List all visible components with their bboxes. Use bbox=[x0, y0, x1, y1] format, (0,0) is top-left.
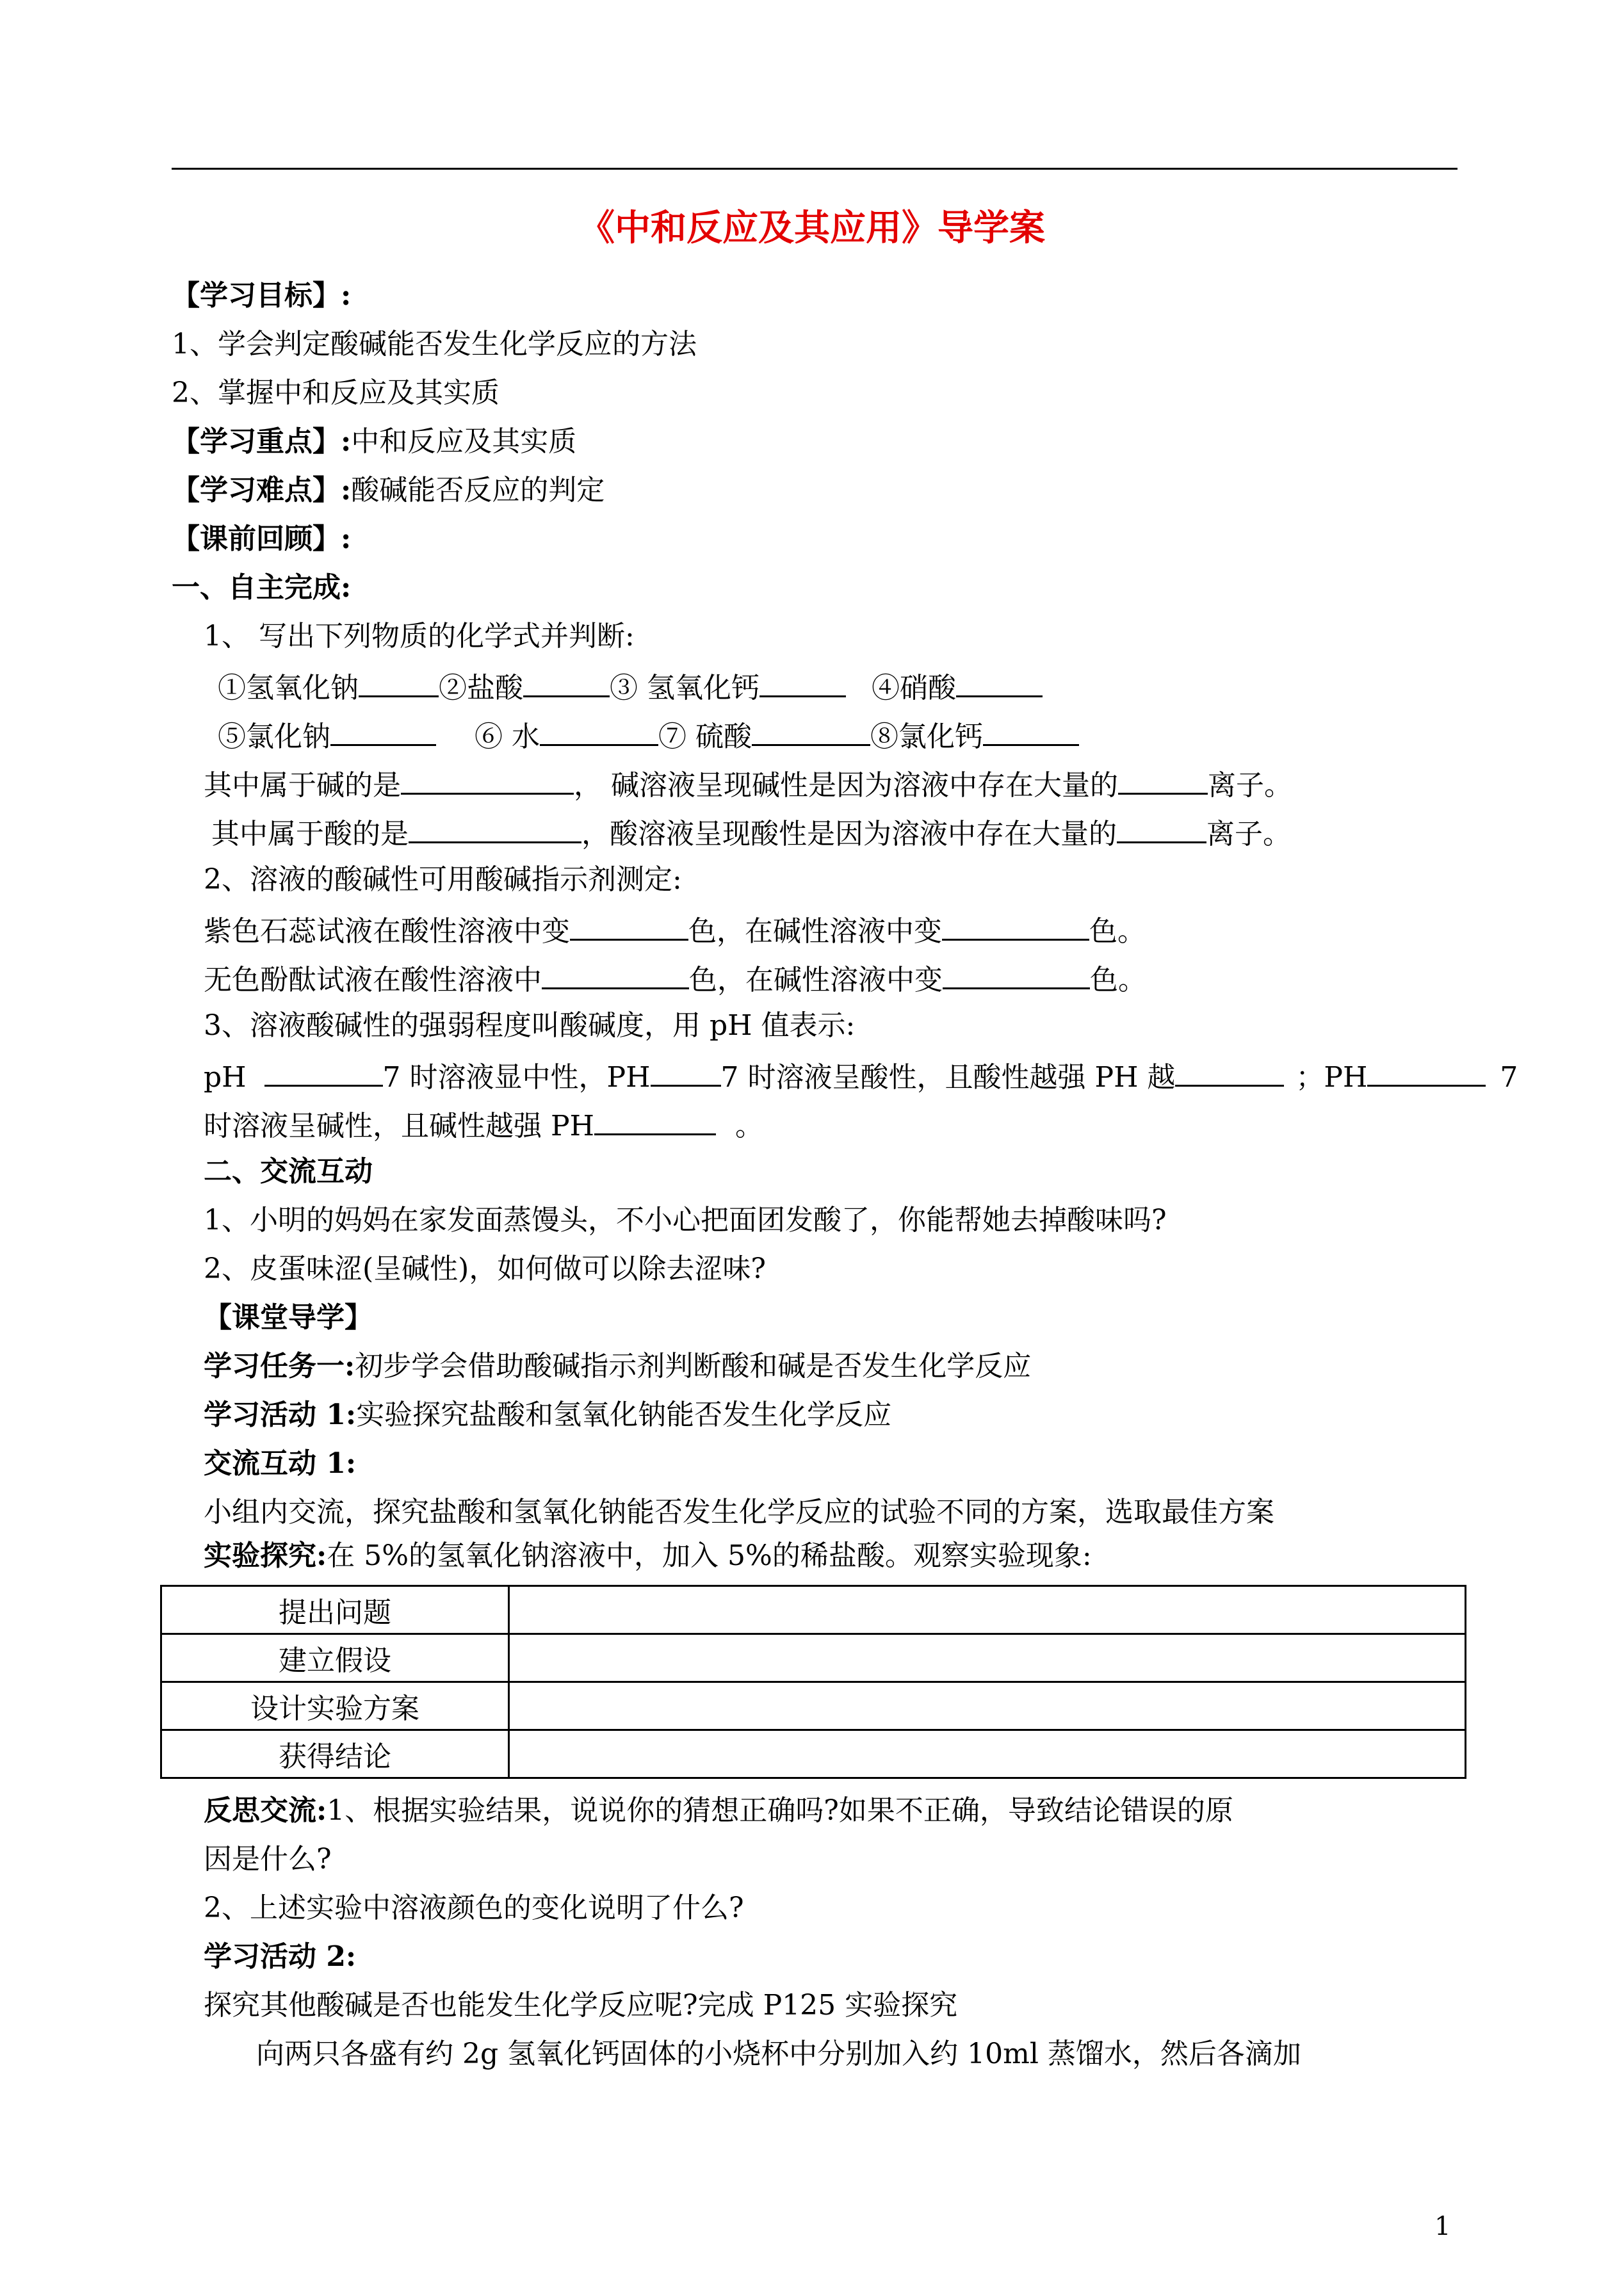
substance-3: ③ 氢氧化钙 bbox=[610, 672, 759, 704]
key-point-label: 【学习重点】: bbox=[172, 425, 352, 458]
ph-text-d: ；PH bbox=[1295, 1061, 1368, 1094]
phenol-text-a: 无色酚酞试液在酸性溶液中 bbox=[204, 964, 542, 996]
header-rule bbox=[172, 168, 1458, 170]
substance-row-2 bbox=[218, 716, 1079, 755]
objectives-heading: 【学习目标】: bbox=[172, 279, 352, 312]
key-point-text: 中和反应及其实质 bbox=[351, 425, 577, 458]
reflection bbox=[204, 1793, 1233, 1829]
answer-blank[interactable] bbox=[523, 667, 610, 697]
answer-blank[interactable] bbox=[409, 813, 581, 843]
table-row bbox=[161, 1634, 1466, 1682]
table-answer-cell[interactable] bbox=[509, 1682, 1466, 1730]
phenol-text-b: 色，在碱性溶液中变 bbox=[689, 964, 943, 996]
answer-blank[interactable] bbox=[540, 716, 658, 746]
exchange-1-label: 交流互动 1: bbox=[204, 1447, 357, 1480]
difficulty-label: 【学习难点】: bbox=[172, 474, 352, 507]
task-1-label: 学习任务一: bbox=[204, 1350, 355, 1383]
base-text-c: 离子。 bbox=[1208, 769, 1292, 802]
answer-blank[interactable] bbox=[401, 765, 574, 795]
answer-blank[interactable] bbox=[956, 667, 1043, 697]
answer-blank[interactable] bbox=[942, 911, 1089, 941]
base-question bbox=[204, 765, 1292, 804]
experiment bbox=[204, 1538, 1092, 1574]
substance-6: ⑥ 水 bbox=[475, 720, 540, 753]
litmus-text-c: 色。 bbox=[1089, 915, 1146, 948]
answer-blank[interactable] bbox=[542, 959, 689, 989]
base-text-a: 其中属于碱的是 bbox=[204, 769, 401, 802]
reflection-question-2: 2、上述实验中溶液颜色的变化说明了什么? bbox=[204, 1892, 744, 1924]
answer-blank[interactable] bbox=[651, 1057, 721, 1087]
phenolphthalein-question bbox=[204, 959, 1146, 998]
litmus-text-a: 紫色石蕊试液在酸性溶液中变 bbox=[204, 915, 570, 948]
answer-blank[interactable] bbox=[1175, 1057, 1284, 1087]
acid-text-b: ，酸溶液呈现酸性是因为溶液中存在大量的 bbox=[581, 818, 1117, 850]
answer-blank[interactable] bbox=[264, 1057, 383, 1087]
task-1-text: 初步学会借助酸碱指示剂判断酸和碱是否发生化学反应 bbox=[355, 1350, 1032, 1383]
question-1: 1、 写出下列物质的化学式并判断: bbox=[204, 620, 635, 653]
table-row bbox=[161, 1682, 1466, 1730]
experiment-text: 在 5%的氢氧化钠溶液中，加入 5%的稀盐酸。观察实验现象: bbox=[327, 1539, 1092, 1572]
table-row-label: 建立假设 bbox=[161, 1634, 509, 1682]
answer-blank[interactable] bbox=[983, 716, 1079, 746]
activity-1 bbox=[204, 1397, 891, 1433]
substance-8: ⑧氯化钙 bbox=[870, 720, 983, 753]
page-number: 1 bbox=[1434, 2212, 1451, 2241]
key-point bbox=[172, 424, 576, 460]
review-heading: 【课前回顾】: bbox=[172, 523, 352, 555]
answer-blank[interactable] bbox=[759, 667, 846, 697]
substance-4: ④硝酸 bbox=[872, 672, 956, 704]
section2-question-2: 2、皮蛋味涩(呈碱性)，如何做可以除去涩味? bbox=[204, 1253, 766, 1285]
exchange-1-text: 小组内交流，探究盐酸和氢氧化钠能否发生化学反应的试验不同的方案，选取最佳方案 bbox=[204, 1496, 1274, 1529]
table-row-label: 设计实验方案 bbox=[161, 1682, 509, 1730]
substance-row-1 bbox=[218, 667, 1043, 706]
reflection-label: 反思交流: bbox=[204, 1794, 327, 1827]
litmus-text-b: 色，在碱性溶液中变 bbox=[688, 915, 942, 948]
question-3: 3、溶液酸碱性的强弱程度叫酸碱度，用 pH 值表示: bbox=[204, 1009, 856, 1042]
activity-2-label: 学习活动 2: bbox=[204, 1940, 357, 1973]
objective-item-2: 2、掌握中和反应及其实质 bbox=[172, 377, 499, 409]
ph-text-b: 7 时溶液显中性，PH bbox=[382, 1061, 651, 1094]
section2-question-1: 1、小明的妈妈在家发面蒸馒头，不小心把面团发酸了，你能帮她去掉酸味吗? bbox=[204, 1204, 1167, 1237]
experiment-label: 实验探究: bbox=[204, 1539, 327, 1572]
difficulty-text: 酸碱能否反应的判定 bbox=[351, 474, 605, 507]
answer-blank[interactable] bbox=[359, 667, 439, 697]
answer-blank[interactable] bbox=[943, 959, 1090, 989]
reflection-text: 1、根据实验结果，说说你的猜想正确吗?如果不正确，导致结论错误的原 bbox=[327, 1794, 1233, 1827]
activity-2-paragraph: 向两只各盛有约 2g 氢氧化钙固体的小烧杯中分别加入约 10ml 蒸馏水，然后各滴加 bbox=[256, 2038, 1301, 2070]
table-answer-cell[interactable] bbox=[509, 1586, 1466, 1634]
substance-2: ②盐酸 bbox=[439, 672, 523, 704]
table-row bbox=[161, 1586, 1466, 1634]
question-2: 2、溶液的酸碱性可用酸碱指示剂测定: bbox=[204, 863, 682, 896]
ph2-text-b: 。 bbox=[735, 1110, 763, 1142]
classroom-heading: 【课堂导学】 bbox=[204, 1301, 373, 1334]
ph-question bbox=[204, 1057, 1518, 1096]
table-row-label: 获得结论 bbox=[161, 1730, 509, 1778]
acid-text-a: 其中属于酸的是 bbox=[211, 818, 409, 850]
section2-heading: 二、交流互动 bbox=[204, 1155, 373, 1188]
acid-question bbox=[211, 813, 1291, 852]
ph-text-e: 7 bbox=[1500, 1061, 1518, 1094]
answer-blank[interactable] bbox=[594, 1105, 716, 1135]
answer-blank[interactable] bbox=[1367, 1057, 1486, 1087]
substance-5: ⑤氯化钠 bbox=[218, 720, 330, 753]
ph-text-c: 7 时溶液呈酸性，且酸性越强 PH 越 bbox=[720, 1061, 1176, 1094]
answer-blank[interactable] bbox=[570, 911, 688, 941]
substance-1: ①氢氧化钠 bbox=[218, 672, 359, 704]
reflection-cont: 因是什么? bbox=[204, 1843, 332, 1876]
answer-blank[interactable] bbox=[1117, 813, 1206, 843]
objective-item-1: 1、学会判定酸碱能否发生化学反应的方法 bbox=[172, 328, 697, 361]
litmus-question bbox=[204, 911, 1146, 950]
table-row bbox=[161, 1730, 1466, 1778]
phenol-text-c: 色。 bbox=[1090, 964, 1146, 996]
page-title: 《中和反应及其应用》导学案 bbox=[579, 207, 1045, 249]
activity-1-text: 实验探究盐酸和氢氧化钠能否发生化学反应 bbox=[356, 1399, 892, 1431]
activity-1-label: 学习活动 1: bbox=[204, 1399, 357, 1431]
ph-question-cont bbox=[204, 1105, 763, 1144]
table-row-label: 提出问题 bbox=[161, 1586, 509, 1634]
section1-heading: 一、自主完成: bbox=[172, 571, 352, 604]
activity-2-text: 探究其他酸碱是否也能发生化学反应呢?完成 P125 实验探究 bbox=[204, 1989, 958, 2022]
answer-blank[interactable] bbox=[752, 716, 870, 746]
experiment-table bbox=[160, 1585, 1466, 1779]
substance-7: ⑦ 硫酸 bbox=[658, 720, 752, 753]
table-answer-cell[interactable] bbox=[509, 1730, 1466, 1778]
ph-text-a: pH bbox=[204, 1061, 247, 1094]
answer-blank[interactable] bbox=[1118, 765, 1208, 795]
table-answer-cell[interactable] bbox=[509, 1634, 1466, 1682]
acid-text-c: 离子。 bbox=[1206, 818, 1291, 850]
difficulty bbox=[172, 473, 605, 508]
task-1 bbox=[204, 1349, 1031, 1384]
ph2-text-a: 时溶液呈碱性，且碱性越强 PH bbox=[204, 1110, 594, 1142]
answer-blank[interactable] bbox=[330, 716, 436, 746]
base-text-b: ， 碱溶液呈现碱性是因为溶液中存在大量的 bbox=[574, 769, 1118, 802]
